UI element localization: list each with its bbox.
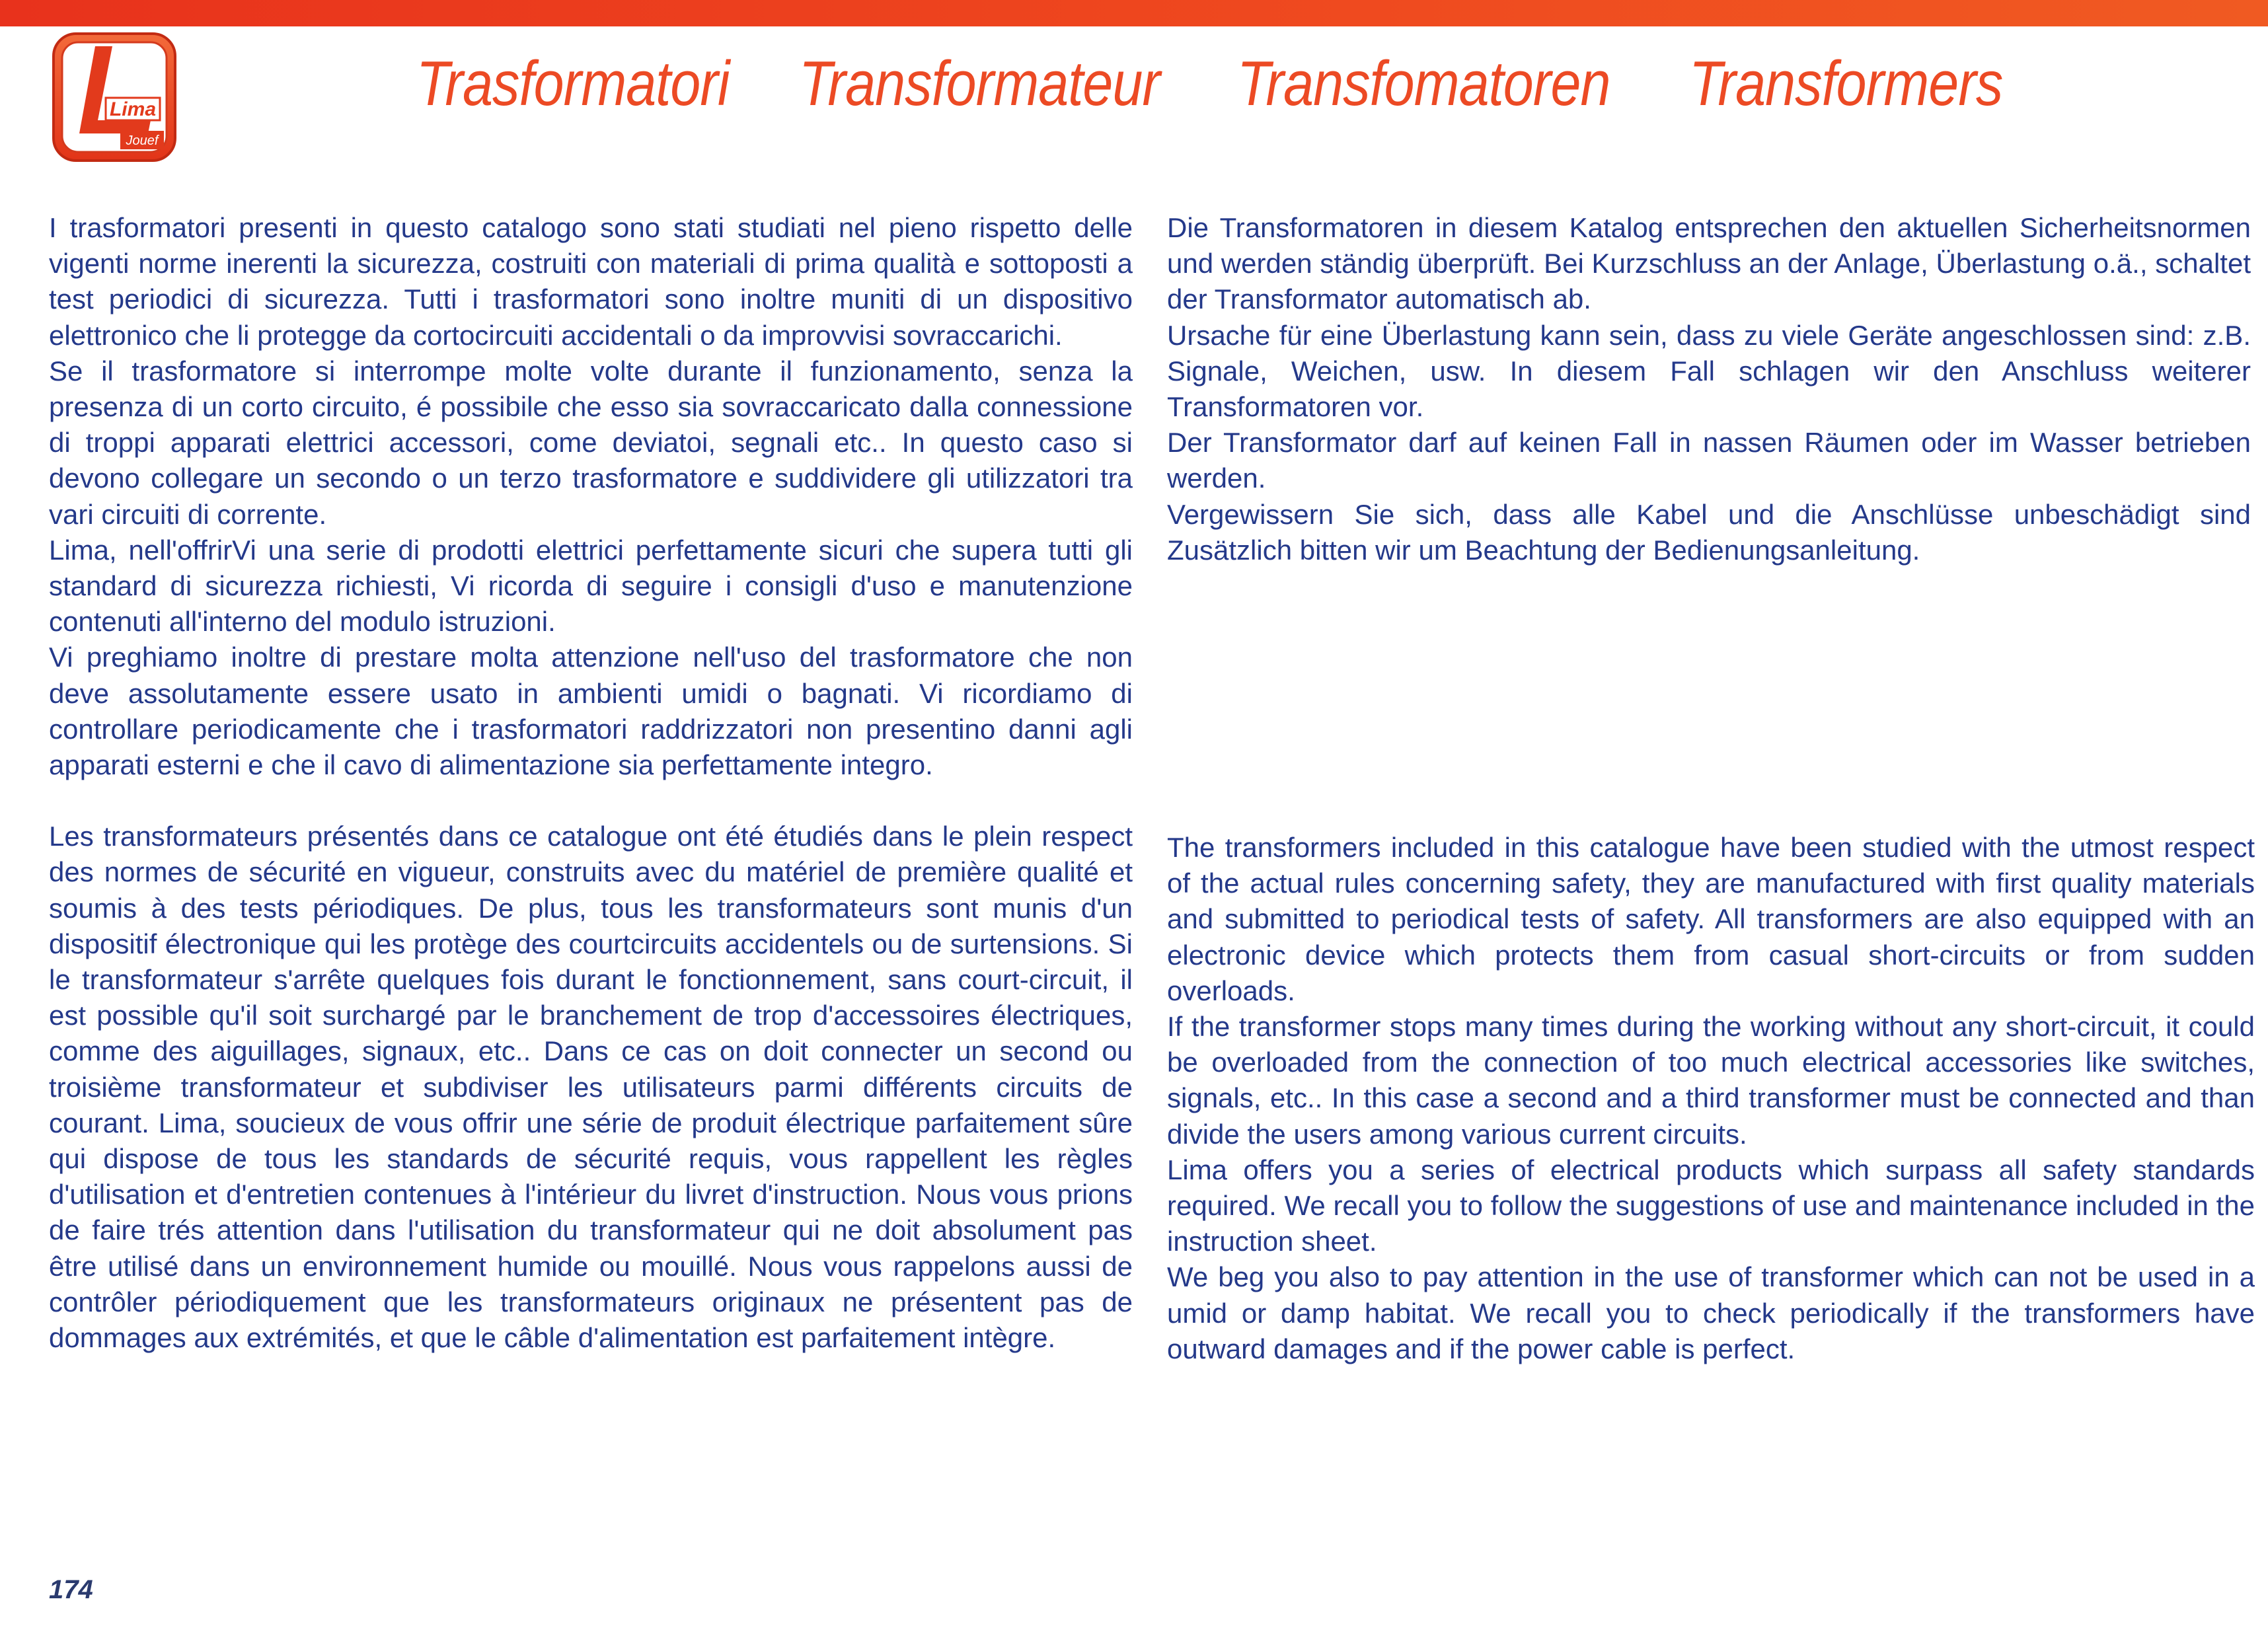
german-paragraph-3: Der Transformator darf auf keinen Fall in nassen Räumen oder im Wasser betrieben werden. xyxy=(1167,427,2251,494)
italian-paragraph-3: Lima, nell'offrirVi una serie di prodotti elettrici perfettamente sicuri che supera tutti gli standard di sicurezza richiesti, Vi ricorda di seguire i consigli d'uso e manutenzione contenuti all'interno del modulo istruzioni. xyxy=(49,534,1133,638)
title-french: Transformateur xyxy=(798,48,1160,119)
logo-text-lima: Lima xyxy=(109,98,157,120)
english-paragraph-3: Lima offers you a series of electrical products which surpass all safety standards required. We recall you to follow the suggestions of use and maintenance included in the instruction sheet. xyxy=(1167,1154,2255,1257)
title-german: Transfomatoren xyxy=(1236,48,1610,119)
english-paragraph-2: If the transformer stops many times during the working without any short-circuit, it could be overloaded from the connection of too much electrical accessories like switches, signals, etc.. In this case a second and a third transformer must be connected and than divide the users among various current circuits. xyxy=(1167,1011,2255,1150)
english-section xyxy=(1167,830,2255,1367)
italian-section xyxy=(49,210,1133,783)
top-accent-bar xyxy=(0,0,2268,26)
english-paragraph-4: We beg you also to pay attention in the use of transformer which can not be used in a umid or damp habitat. We recall you to check periodically if the transformers have outward damages and if the power cable is perfect. xyxy=(1167,1261,2255,1364)
page-number: 174 xyxy=(49,1575,93,1604)
german-paragraph-4: Vergewissern Sie sich, dass alle Kabel und die Anschlüsse unbeschädigt sind Zusätzlich bitten wir um Beachtung der Bedienungsanleitung. xyxy=(1167,498,2251,566)
title-english: Transformers xyxy=(1689,48,2003,119)
logo-text-jouef: Jouef xyxy=(126,133,159,148)
french-section xyxy=(49,819,1133,1356)
english-paragraph-1: The transformers included in this catalogue have been studied with the utmost respect of the actual rules concerning safety, they are manufactured with first quality materials and submitted to periodical tests of safety. All transformers are also equipped with an electronic device which protects them from casual short-circuits or from sudden overloads. xyxy=(1167,832,2255,1006)
german-paragraph-1: Die Transformatoren in diesem Katalog entsprechen den aktuellen Sicherheitsnormen und werden ständig überprüft. Bei Kurzschluss an der Anlage, Überlastung o.ä., schaltet der Transformator automatisch ab. xyxy=(1167,212,2251,315)
title-italian: Trasformatori xyxy=(416,48,730,119)
german-section xyxy=(1167,210,2251,568)
header-titles xyxy=(416,41,2240,127)
german-paragraph-2: Ursache für eine Überlastung kann sein, dass zu viele Geräte angeschlossen sind: z.B. Signale, Weichen, usw. In diesem Fall schlagen wir den Anschluss weiterer Transformatoren vor. xyxy=(1167,319,2251,423)
french-paragraph-1: Les transformateurs présentés dans ce catalogue ont été étudiés dans le plein respect des normes de sécurité en vigueur, construits avec du matériel de première qualité et soumis à des tests périodiques. De plus, tous les transformateurs sont munis d'un dispositif électronique qui les protège des courtcircuits accidentels ou de surtensions. Si le transformateur s'arrête quelques fois durant le fonctionnement, sans court-circuit, il est possible qu'il soit surchargé par le branchement de trop d'accessoires électriques, comme des aiguillages, signaux, etc.. Dans ce cas on doit connecter un second ou troisième transformateur et subdiviser les utilisateurs parmi différents circuits de courant. Lima, soucieux de vous offrir une série de produit électrique parfaitement sûre qui dispose de tous les standards de sécurité requis, vous rappellent les règles d'utilisation et d'entretien contenues à l'intérieur du livret d'instruction. Nous vous prions de faire trés attention dans l'utilisation du transformateur qui ne doit absolument pas être utilisé dans un environnement humide ou mouillé. Nous vous rappelons aussi de contrôler périodiquement que les transformateurs originaux ne présentent pas de dommages aux extrémités, et que le câble d'alimentation est parfaitement intègre. xyxy=(49,821,1133,1354)
italian-paragraph-4: Vi preghiamo inoltre di prestare molta attenzione nell'uso del trasformatore che non deve assolutamente essere usato in ambienti umidi o bagnati. Vi ricordiamo di controllare periodicamente che i trasformatori raddrizzatori non presentino danni agli apparati esterni e che il cavo di alimentazione sia perfettamente integro. xyxy=(49,642,1133,781)
italian-paragraph-2: Se il trasformatore si interrompe molte volte durante il funzionamento, senza la presenza di un corto circuito, é possibile che esso sia sovraccaricato dalla connessione di troppi apparati elettrici accessori, come deviatoi, segnali etc.. In questo caso si devono collegare un secondo o un terzo trasformatore e suddividere gli utilizzatori tra vari circuiti di corrente. xyxy=(49,355,1133,530)
lima-jouef-logo xyxy=(52,32,177,163)
section-gap xyxy=(49,783,1133,819)
left-column xyxy=(49,210,1133,1356)
italian-paragraph-1: I trasformatori presenti in questo catalogo sono stati studiati nel pieno rispetto delle vigenti norme inerenti la sicurezza, costruiti con materiali di prima qualità e sottoposti a test periodici di sicurezza. Tutti i trasformatori sono inoltre muniti di un dispositivo elettronico che li protegge da cortocircuiti accidentali o da improvvisi sovraccarichi. xyxy=(49,212,1133,351)
